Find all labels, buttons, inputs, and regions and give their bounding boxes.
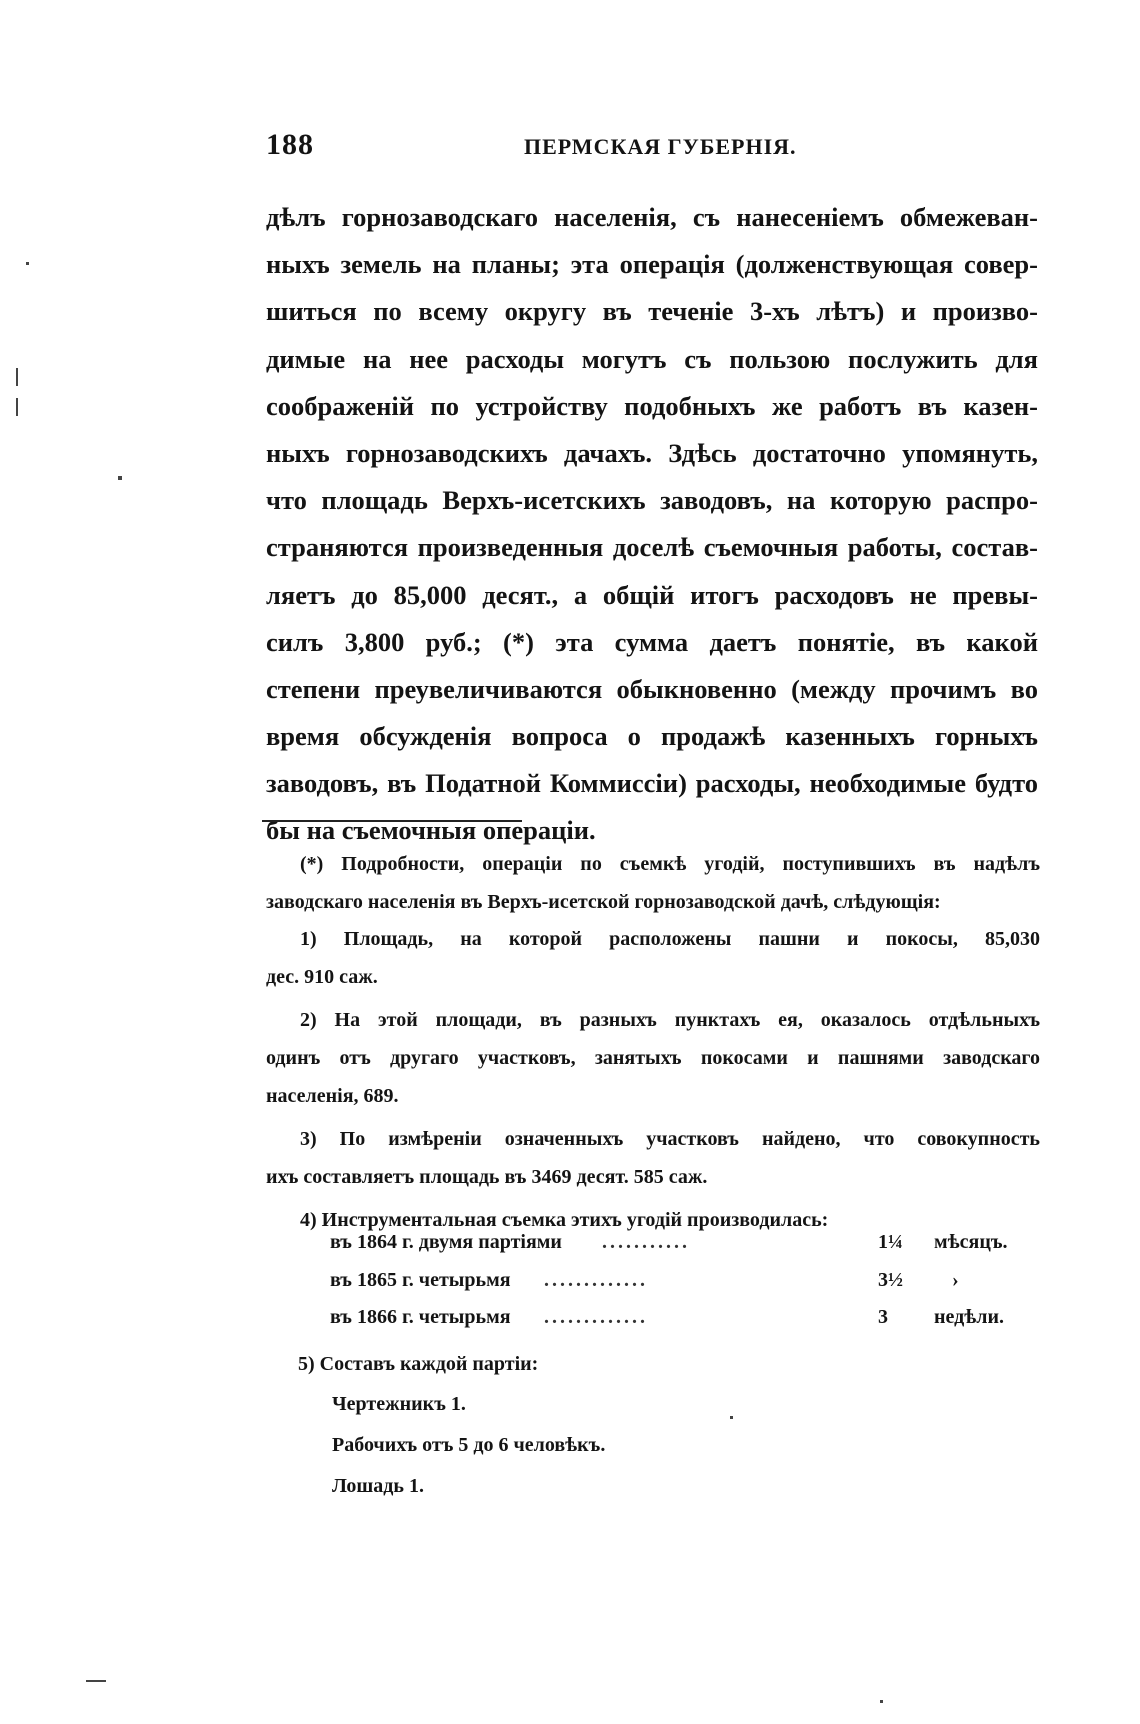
scan-speck [86, 1680, 106, 1682]
schedule-row [330, 1262, 1010, 1300]
scan-speck [26, 262, 29, 265]
leader-dots: ............. [544, 1268, 648, 1291]
running-title: ПЕРМСКАЯ ГУБЕРНІЯ. [524, 134, 797, 159]
footnote-line: 2) На этой площади, въ разныхъ пунктахъ ея, оказалось отдѣльныхъ [300, 1009, 1040, 1032]
text-line: силъ 3,800 руб.; (*) эта сумма даетъ понятіе, въ какой [266, 626, 1038, 657]
text-line: страняются произведенныя доселѣ съемочныя работы, состав- [266, 532, 1038, 563]
footnote-line: 4) Инструментальная съемка этихъ угодій производилась: [300, 1209, 829, 1232]
schedule-unit: недѣли. [934, 1306, 1004, 1329]
text-line: бы на съемочныя операціи. [266, 815, 596, 846]
schedule-unit: › [952, 1268, 959, 1291]
leader-dots: ........... [602, 1231, 690, 1253]
footnote-line: 3) По измѣреніи означенныхъ участковъ найдено, что совокупность [300, 1128, 1040, 1151]
party-composition [298, 1346, 998, 1507]
scan-speck [730, 1416, 733, 1419]
footnote-line: (*) Подробности, операціи по съемкѣ угодій, поступившихъ въ надѣлъ [300, 853, 1040, 875]
schedule-label: въ 1865 г. четырьмя [330, 1268, 511, 1291]
schedule-amount: 3½ [878, 1268, 903, 1291]
text-line: время обсужденія вопроса о продажѣ казенныхъ горныхъ [266, 721, 1038, 752]
scan-speck [880, 1700, 883, 1703]
composition-item: Чертежникъ 1. [332, 1392, 466, 1415]
schedule-label: въ 1864 г. двумя партіями [330, 1231, 562, 1253]
leader-dots: ............. [544, 1306, 648, 1329]
footnote-separator [262, 820, 522, 822]
text-line: ляетъ до 85,000 десят., а общій итогъ расходовъ не превы- [266, 579, 1038, 610]
scan-speck [16, 398, 18, 416]
schedule-amount: 3 [878, 1306, 888, 1329]
footnote-line: заводскаго населенія въ Верхъ-исетской горнозаводской дачѣ, слѣдующія: [266, 890, 941, 913]
schedule-label: въ 1866 г. четырьмя [330, 1306, 511, 1329]
footnote-line: дес. 910 саж. [266, 965, 378, 988]
text-line: соображеній по устройству подобныхъ же работъ въ казен- [266, 390, 1038, 421]
scan-speck [118, 476, 122, 480]
schedule-unit: мѣсяцъ. [934, 1231, 1008, 1253]
composition-item: Рабочихъ отъ 5 до 6 человѣкъ. [332, 1433, 606, 1456]
composition-item: Лошадь 1. [332, 1474, 424, 1497]
footnote-line: одинъ отъ другаго участковъ, занятыхъ покосами и пашнями заводскаго [266, 1046, 1040, 1069]
footnote-line: населенія, 689. [266, 1084, 399, 1107]
schedule-amount: 1¼ [878, 1231, 903, 1253]
footnote-line: 5) Составъ каждой партіи: [298, 1353, 539, 1375]
schedule-row [330, 1224, 1010, 1262]
footnote-line: 1) Площадь, на которой расположены пашни и покосы, 85,030 [300, 928, 1040, 951]
text-line: дѣлъ горнозаводскаго населенія, съ нанесеніемъ обмежеван- [266, 202, 1038, 232]
survey-schedule [330, 1224, 1010, 1337]
text-line: что площадь Верхъ-исетскихъ заводовъ, на которую распро- [266, 485, 1038, 516]
main-paragraph [266, 194, 1038, 855]
page-header [266, 128, 1046, 168]
text-line: ныхъ земель на планы; эта операція (долженствующая совер- [266, 249, 1038, 280]
text-line: ныхъ горнозаводскихъ дачахъ. Здѣсь достаточно упомянуть, [266, 437, 1038, 468]
text-line: димые на нее расходы могутъ съ пользою послужить для [266, 343, 1038, 374]
footnote-line: ихъ составляетъ площадь въ 3469 десят. 585 саж. [266, 1165, 708, 1188]
page-number: 188 [266, 128, 314, 161]
text-line: заводовъ, въ Податной Коммиссіи) расходы, необходимые будто [266, 768, 1038, 799]
schedule-row [330, 1299, 1010, 1337]
scan-speck [16, 368, 18, 386]
footnote [266, 846, 1040, 1240]
text-line: степени преувеличиваются обыкновенно (между прочимъ во [266, 673, 1038, 704]
text-line: шиться по всему округу въ теченіе 3-хъ лѣтъ) и произво- [266, 296, 1038, 327]
